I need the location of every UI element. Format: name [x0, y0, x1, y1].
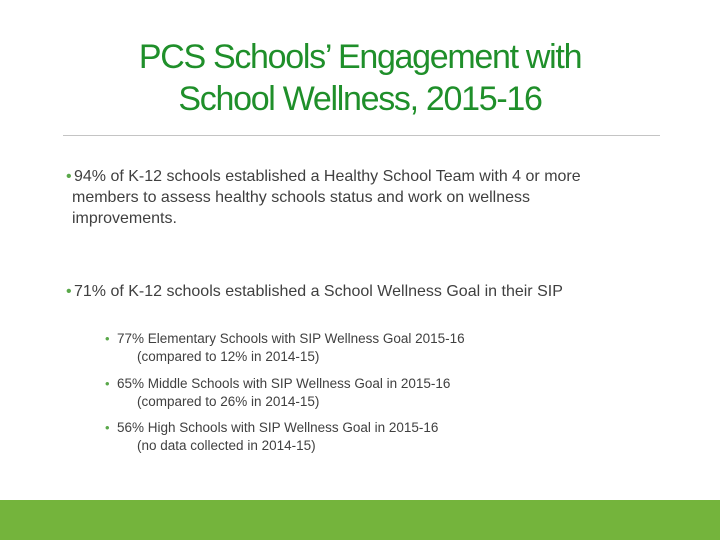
bullet-text-line: 94% of K-12 schools established a Healthy School Team with 4 or more: [74, 168, 581, 185]
sub-bullet-icon: •: [105, 331, 110, 346]
sub-bullet-text-line: 56% High Schools with SIP Wellness Goal in 2015-16: [117, 420, 439, 435]
bullet-text-line: improvements.: [72, 210, 177, 227]
sub-bullet-high: [105, 419, 597, 454]
slide-title-line-1: PCS Schools’ Engagement with: [138, 38, 582, 76]
slide-title-line-2: School Wellness, 2015-16: [178, 80, 542, 118]
bullet-icon: •: [66, 168, 72, 185]
sub-bullet-text-line: (compared to 12% in 2014-15): [137, 348, 320, 364]
sub-bullet-elementary: [105, 330, 597, 365]
sub-bullet-text-line: 77% Elementary Schools with SIP Wellness Goal 2015-16: [117, 331, 465, 346]
bullet-text-line: members to assess healthy schools status and work on wellness: [72, 189, 530, 206]
title-divider: [63, 135, 660, 136]
sub-bullet-icon: •: [105, 420, 110, 435]
bullet-healthy-school-team: [66, 166, 666, 229]
sub-bullet-middle: [105, 375, 597, 410]
slide-title: [60, 36, 660, 120]
sub-bullet-icon: •: [105, 376, 110, 391]
bullet-wellness-goal: [66, 281, 666, 302]
bullet-text-line: 71% of K-12 schools established a School Wellness Goal in their SIP: [74, 283, 563, 300]
sub-bullet-text-line: 65% Middle Schools with SIP Wellness Goal in 2015-16: [117, 376, 451, 391]
bullet-icon: •: [66, 283, 72, 300]
sub-bullet-text-line: (no data collected in 2014-15): [137, 437, 316, 453]
sub-bullet-text-line: (compared to 26% in 2014-15): [137, 393, 320, 409]
footer-bar: [0, 500, 720, 540]
